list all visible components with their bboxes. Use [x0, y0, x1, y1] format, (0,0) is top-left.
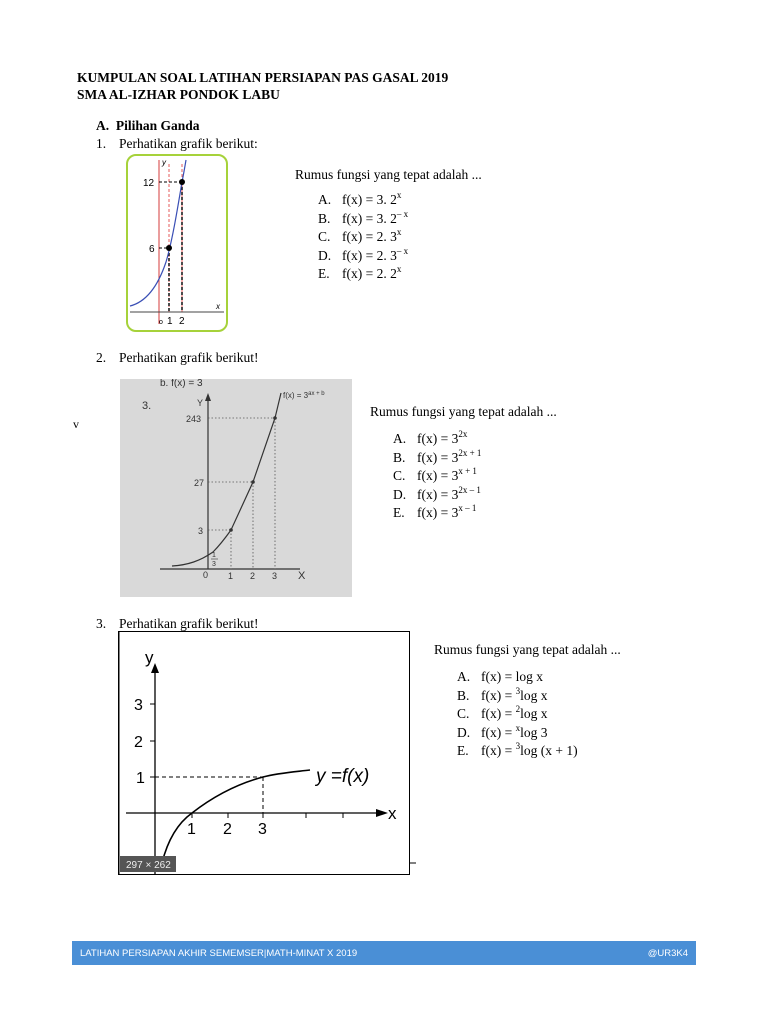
option-e[interactable]: E. f(x) = 2. 2$^x$: [318, 264, 402, 281]
option-d[interactable]: D. $f(x) = 3^{2x - 1}$: [393, 484, 481, 502]
question-2-text: Perhatikan grafik berikut!: [119, 350, 259, 365]
option-b[interactable]: B. f(x) = $^3$log x: [457, 685, 548, 703]
photo-background: [120, 379, 352, 597]
x-tick-1: 1: [167, 316, 173, 327]
y-tick-1: 1: [136, 770, 145, 787]
y-tick-2: 2: [134, 734, 143, 751]
photo-number-label: 3.: [142, 400, 152, 412]
graph-x-label: X: [298, 570, 306, 582]
option-c[interactable]: C. f(x) = $^2$log x: [457, 704, 548, 721]
option-c[interactable]: C. f(x) = 2. 3$^x$: [318, 227, 402, 244]
point-marker: [229, 528, 233, 532]
y-tick-3: 3: [198, 526, 204, 536]
graph-frame: [127, 155, 227, 331]
footer-left-text: LATIHAN PERSIAPAN AKHIR SEMEMSER|MATH-MINAT X 2019: [80, 948, 358, 959]
question-2-number: 2.: [96, 350, 107, 365]
page-footer: [72, 941, 696, 965]
x-tick-2: 2: [223, 821, 232, 838]
question-3-graph: [118, 631, 418, 875]
question-2-options: [393, 430, 481, 523]
question-3-options: [457, 668, 578, 761]
y-tick-12: 12: [143, 178, 155, 189]
function-label: y =f(x): [316, 766, 370, 787]
frac-numerator: 1: [212, 552, 216, 559]
origin-label: o: [159, 319, 163, 326]
question-2: [96, 350, 258, 366]
point-marker: [166, 245, 172, 251]
option-a[interactable]: A. f(x) = log x: [457, 669, 543, 684]
option-a[interactable]: A. f(x) = 3. 2$^x$: [318, 190, 402, 207]
graph-y-label: y: [162, 158, 166, 167]
option-a[interactable]: A. $f(x) = 3^{2x}$: [393, 429, 468, 446]
document-title: KUMPULAN SOAL LATIHAN PERSIAPAN PAS GASAL 2019: [77, 70, 449, 85]
x-tick-1: 1: [228, 571, 234, 581]
graph-y-label: Y: [197, 398, 204, 408]
option-e[interactable]: E. $f(x) = 3^{x - 1}$: [393, 503, 477, 520]
point-marker: [273, 416, 277, 420]
point-marker: [251, 480, 255, 484]
option-d[interactable]: D. f(x) = 2. $3^{- x}$: [318, 245, 409, 263]
section-heading: A. Pilihan Ganda: [96, 118, 200, 133]
y-tick-27: 27: [194, 478, 205, 488]
question-1-prompt: Rumus fungsi yang tepat adalah ...: [295, 167, 482, 182]
question-2-graph: [120, 379, 352, 597]
question-3-number: 3.: [96, 616, 107, 631]
graph-frame: [119, 632, 410, 875]
question-2-prompt: Rumus fungsi yang tepat adalah ...: [370, 404, 557, 419]
stray-mark: v: [73, 417, 79, 431]
graph-y-label: y: [145, 648, 154, 667]
option-b[interactable]: B. f(x) = 3. $2^{- x}$: [318, 208, 409, 226]
x-tick-3: 3: [272, 571, 278, 581]
question-1-options: [318, 191, 408, 284]
question-3-prompt: Rumus fungsi yang tepat adalah ...: [434, 642, 621, 657]
x-tick-2: 2: [250, 571, 256, 581]
size-badge-text: 297 × 262: [126, 860, 171, 871]
option-b[interactable]: B. $f(x) = 3^{2x + 1}$: [393, 447, 482, 465]
graph-x-label: x: [216, 302, 220, 311]
question-1-text: Perhatikan grafik berikut:: [119, 136, 258, 151]
question-1: [96, 136, 258, 152]
origin-label: 0: [203, 570, 209, 580]
frac-denominator: 3: [212, 561, 216, 568]
option-e[interactable]: E. f(x) = $^3$log (x + 1): [457, 741, 578, 758]
x-tick-3: 3: [258, 821, 267, 838]
x-tick-2: 2: [179, 316, 185, 327]
question-1-graph: [126, 154, 228, 332]
question-3: [96, 616, 258, 632]
point-marker: [179, 179, 185, 185]
function-label: $f(x) = 3^{ax + b}$: [283, 391, 325, 400]
y-tick-6: 6: [149, 244, 155, 255]
question-3-text: Perhatikan grafik berikut!: [119, 616, 259, 631]
school-name: SMA AL-IZHAR PONDOK LABU: [77, 87, 280, 102]
graph-x-label: x: [388, 804, 397, 823]
option-d[interactable]: D. f(x) = $^x$log 3: [457, 722, 548, 740]
y-tick-3: 3: [134, 697, 143, 714]
x-tick-1: 1: [187, 821, 196, 838]
photo-top-text: b. f(x) = 3: [160, 379, 203, 389]
footer-right-text: @UR3K4: [647, 948, 688, 959]
option-c[interactable]: C. $f(x) = 3^{x + 1}$: [393, 466, 477, 483]
y-tick-243: 243: [186, 414, 202, 424]
question-1-number: 1.: [96, 136, 107, 151]
